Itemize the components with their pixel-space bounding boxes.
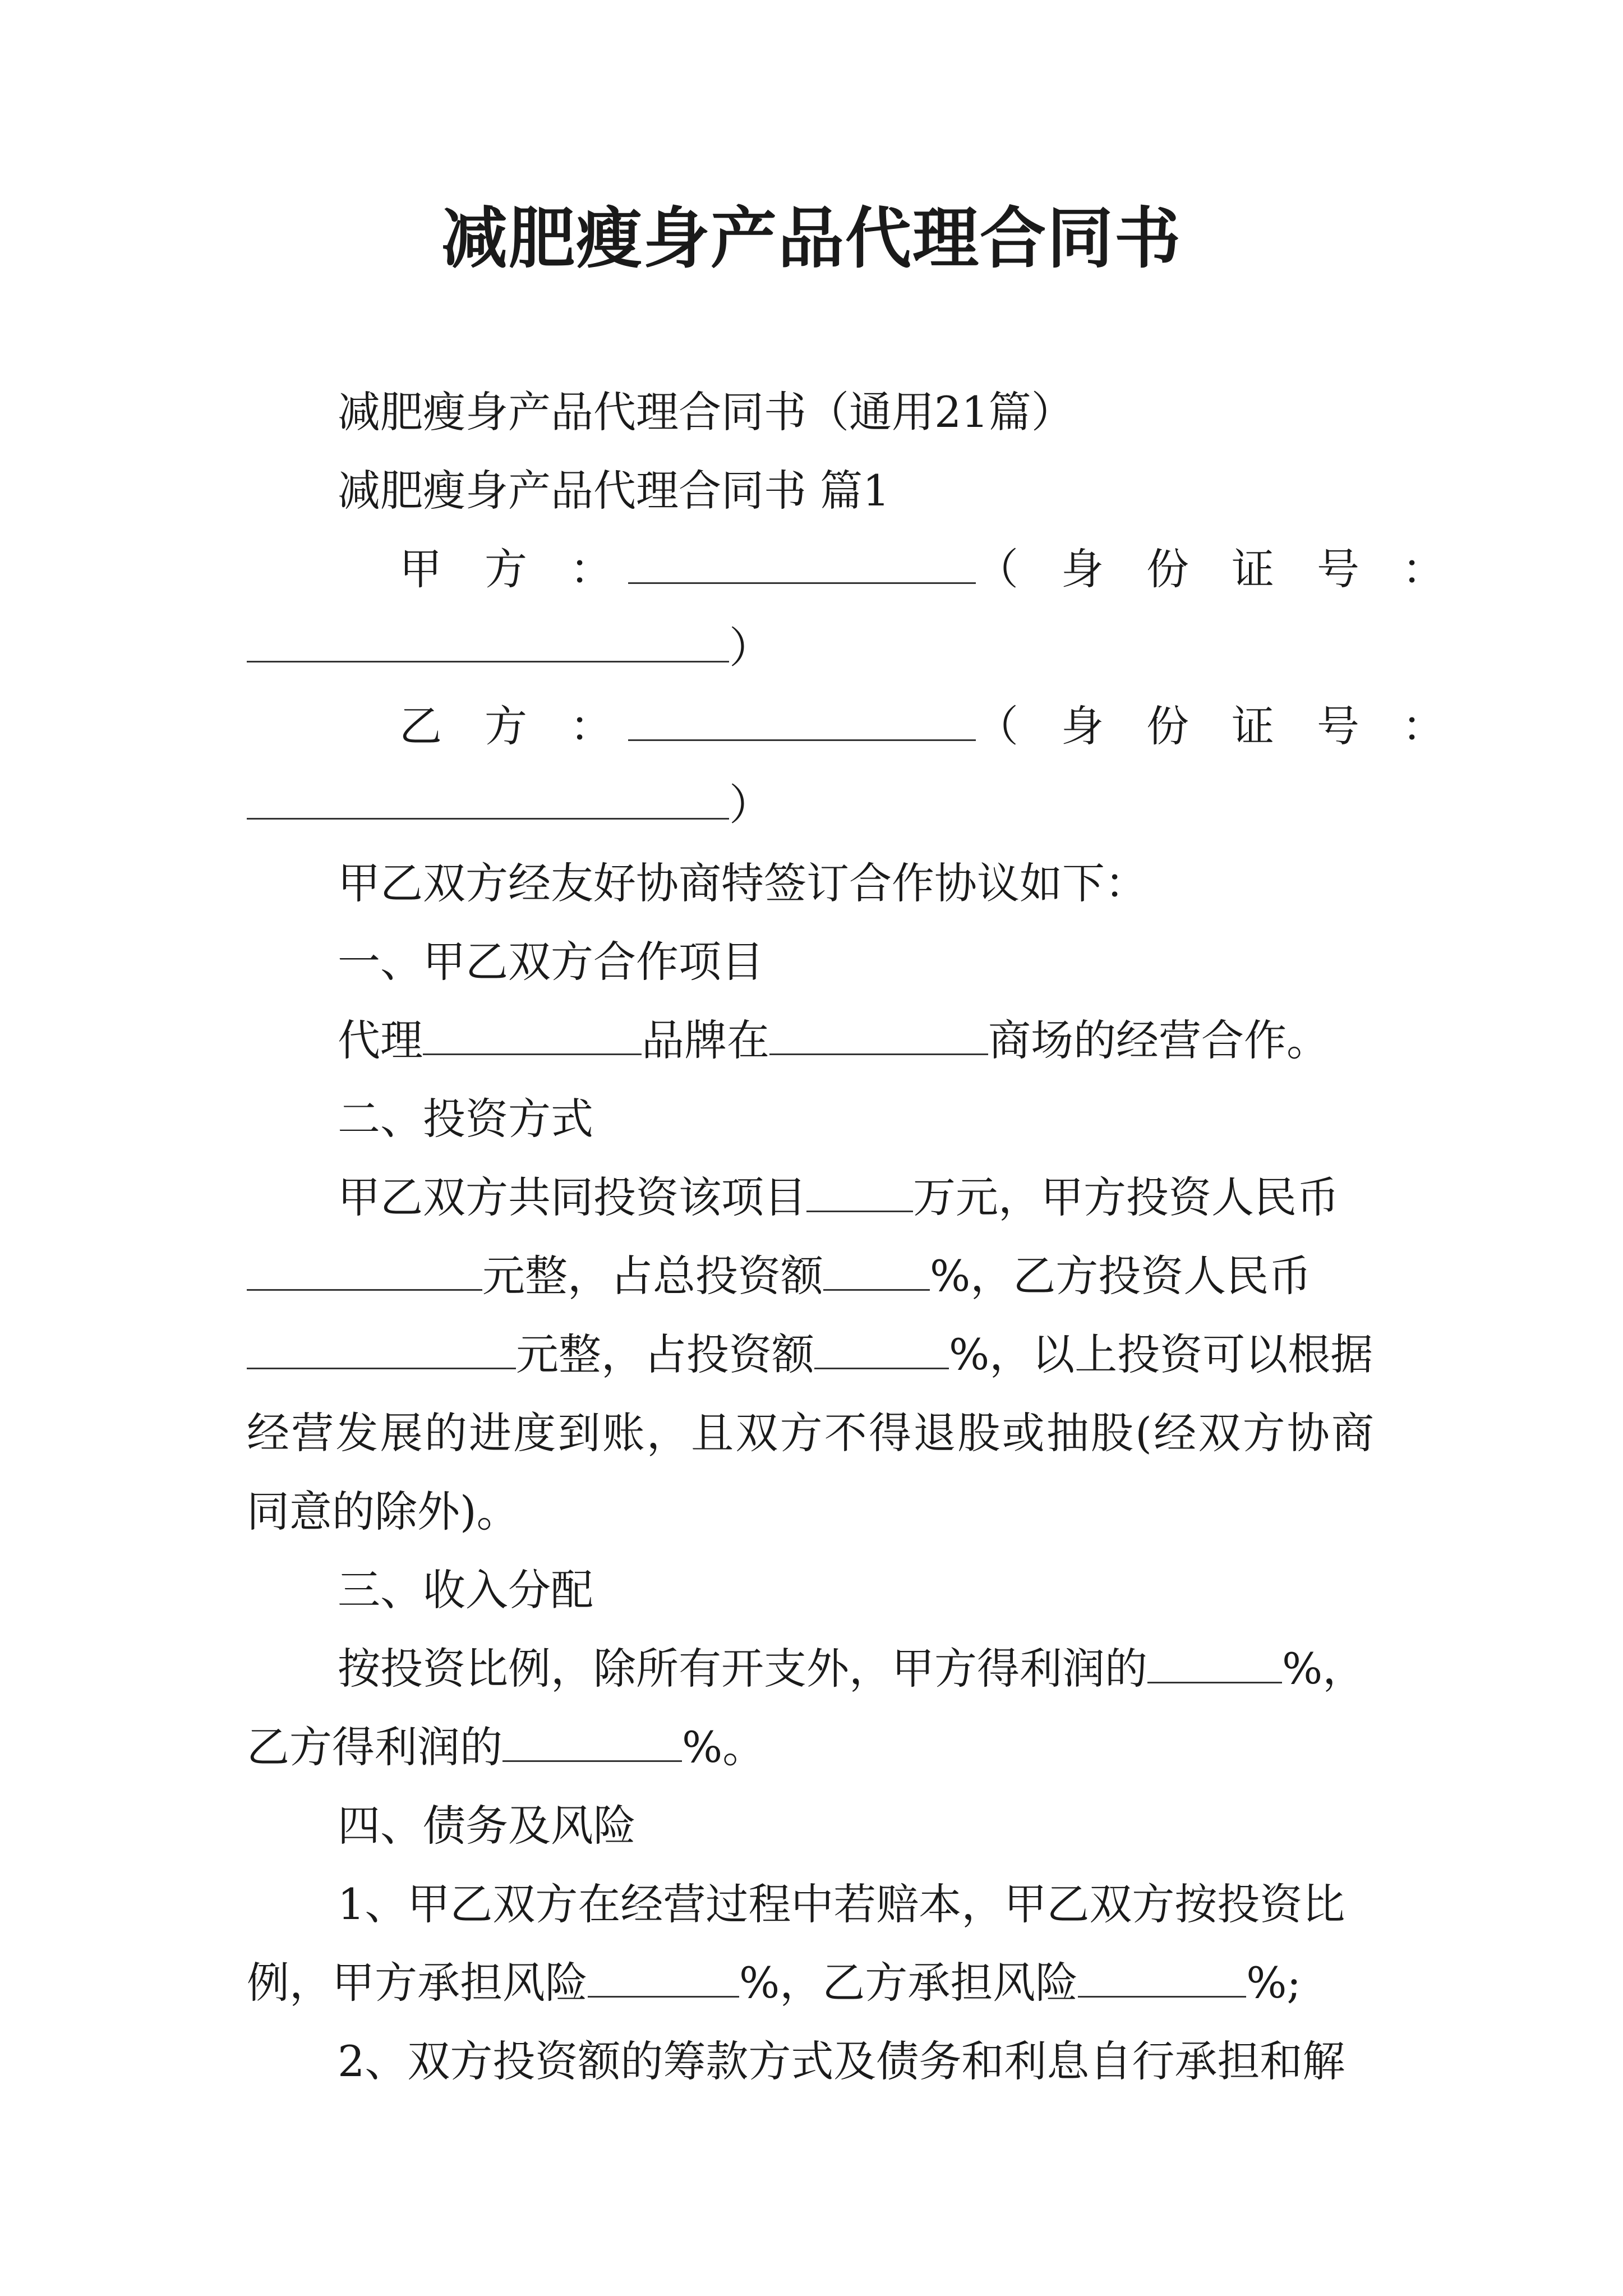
party-a-amount-blank[interactable]	[247, 1249, 482, 1291]
section-1-heading: 一、甲乙双方合作项目	[338, 937, 764, 987]
section-2-line-1: 甲乙双方共同投资该项目 万元，甲方投资人民币	[338, 1158, 1465, 1237]
section-2-line-5: 同意的除外)。	[247, 1487, 519, 1536]
section-4-line-1: 1、甲乙双方在经营过程中若赔本，甲乙双方按投资比	[338, 1879, 1345, 1929]
party-b-name-blank[interactable]	[628, 687, 976, 766]
party-b-profit-blank[interactable]	[502, 1720, 682, 1762]
party-a-name-blank[interactable]	[628, 530, 976, 609]
party-a-close: ）	[729, 623, 772, 673]
party-a-label: 甲 方 ：	[399, 544, 612, 594]
section-heading: 减肥瘦身产品代理合同书 篇1	[338, 466, 890, 516]
total-investment-blank[interactable]	[806, 1170, 913, 1212]
document-title: 减肥瘦身产品代理合同书	[441, 199, 1182, 277]
section-2-line-4: 经营发展的进度到账，且双方不得退股或抽股(经双方协商	[247, 1408, 1374, 1458]
section-3-line-1: 按投资比例，除所有开支外，甲方得利润的 %，	[338, 1630, 1465, 1708]
mall-blank[interactable]	[769, 1013, 988, 1055]
subtitle: 减肥瘦身产品代理合同书（通用21篇）	[338, 387, 1074, 437]
section-2-line-2: 元整，占总投资额 %，乙方投资人民币	[247, 1237, 1374, 1315]
party-b-amount-blank[interactable]	[247, 1327, 516, 1369]
party-b-close: ）	[729, 780, 772, 830]
intro-paragraph: 甲乙双方经友好协商特签订合作协议如下：	[338, 858, 1147, 908]
brand-blank[interactable]	[423, 1013, 642, 1055]
party-b-label: 乙 方 ：	[399, 701, 612, 751]
section-3-line-2: 乙方得利润的 %。	[247, 1708, 1374, 1787]
section-4-line-3: 2、双方投资额的筹款方式及债务和利息自行承担和解	[338, 2036, 1345, 2086]
party-a-risk-blank[interactable]	[588, 1955, 739, 1998]
party-b-id-label: （ 身 份 证 号 ：	[976, 701, 1445, 751]
party-b-id-line[interactable]	[247, 766, 772, 844]
section-1-body: 代理 品牌在 商场的经营合作。	[338, 1001, 1465, 1080]
party-a-id-label: （ 身 份 证 号 ：	[976, 544, 1445, 594]
party-a-percent-blank[interactable]	[823, 1249, 930, 1291]
section-2-heading: 二、投资方式	[338, 1094, 593, 1144]
section-3-heading: 三、收入分配	[338, 1565, 593, 1615]
party-a-id-line[interactable]	[247, 609, 772, 687]
party-a-profit-blank[interactable]	[1147, 1641, 1282, 1683]
party-b-percent-blank[interactable]	[814, 1327, 949, 1369]
section-4-heading: 四、债务及风险	[338, 1801, 636, 1851]
section-4-line-2: 例，甲方承担风险 %，乙方承担风险 %;	[247, 1944, 1374, 2022]
party-b-risk-blank[interactable]	[1078, 1955, 1246, 1998]
section-2-line-3: 元整，占投资额 %，以上投资可以根据	[247, 1315, 1374, 1394]
